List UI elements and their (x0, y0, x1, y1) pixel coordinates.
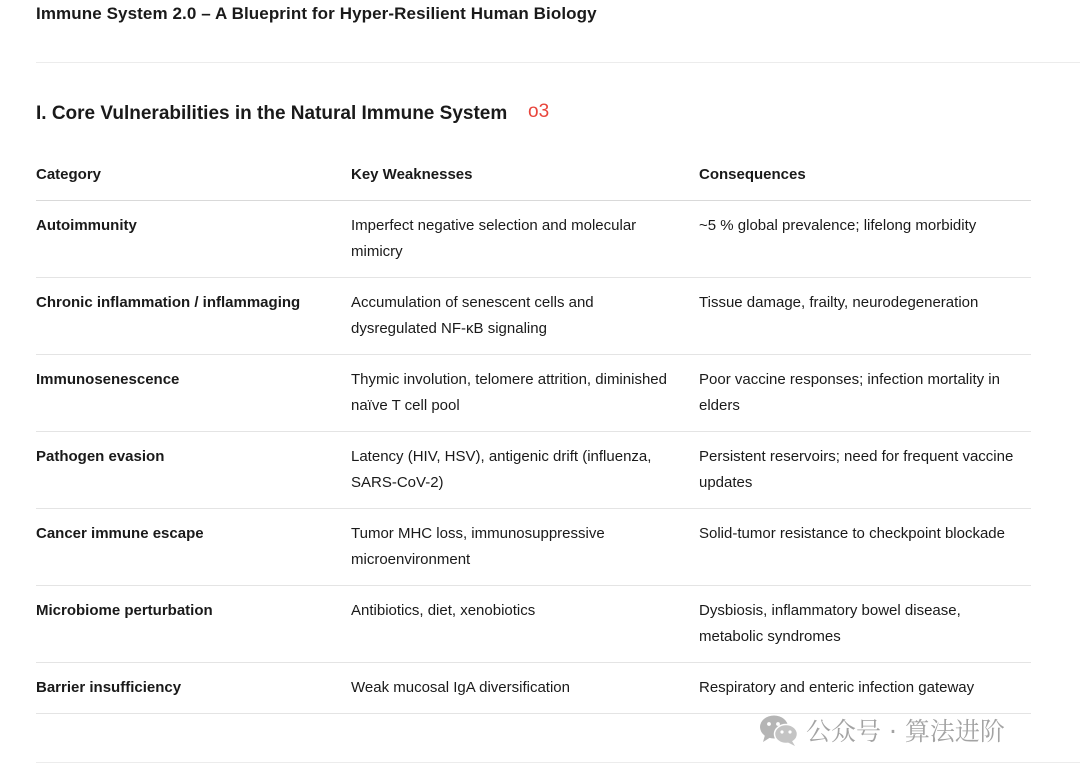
table-row (36, 586, 1031, 663)
vulnerabilities-table (36, 150, 1031, 714)
table-row (36, 663, 1031, 714)
category-cell: Autoimmunity (36, 201, 351, 278)
watermark (758, 712, 1005, 748)
weaknesses-cell: Thymic involution, telomere attrition, diminished naïve T cell pool (351, 355, 699, 432)
weaknesses-cell: Accumulation of senescent cells and dysregulated NF-κB signaling (351, 278, 699, 355)
weaknesses-cell: Weak mucosal IgA diversification (351, 663, 699, 714)
weaknesses-cell: Latency (HIV, HSV), antigenic drift (influenza, SARS-CoV-2) (351, 432, 699, 509)
category-cell: Barrier insufficiency (36, 663, 351, 714)
category-cell: Chronic inflammation / inflammaging (36, 278, 351, 355)
table-row (36, 509, 1031, 586)
column-header-consequences: Consequences (699, 150, 1031, 201)
consequences-cell: ~5 % global prevalence; lifelong morbidity (699, 201, 1031, 278)
column-header-key-weaknesses: Key Weaknesses (351, 150, 699, 201)
consequences-cell: Solid-tumor resistance to checkpoint blockade (699, 509, 1031, 586)
watermark-text: 公众号 · 算法进阶 (806, 717, 1005, 746)
consequences-cell: Tissue damage, frailty, neurodegeneration (699, 278, 1031, 355)
consequences-cell: Poor vaccine responses; infection mortality in elders (699, 355, 1031, 432)
table-row (36, 278, 1031, 355)
category-cell: Immunosenescence (36, 355, 351, 432)
document-title: Immune System 2.0 – A Blueprint for Hyper-Resilient Human Biology (36, 4, 597, 23)
bottom-divider (36, 762, 1080, 763)
consequences-cell: Persistent reservoirs; need for frequent vaccine updates (699, 432, 1031, 509)
table-row (36, 201, 1031, 278)
model-tag: o3 (528, 101, 550, 122)
category-cell: Cancer immune escape (36, 509, 351, 586)
table-row (36, 355, 1031, 432)
weaknesses-cell: Tumor MHC loss, immunosuppressive microenvironment (351, 509, 699, 586)
column-header-category: Category (36, 150, 351, 201)
weaknesses-cell: Imperfect negative selection and molecular mimicry (351, 201, 699, 278)
wechat-icon (758, 713, 800, 747)
title-divider (36, 62, 1080, 63)
consequences-cell: Respiratory and enteric infection gateway (699, 663, 1031, 714)
category-cell: Microbiome perturbation (36, 586, 351, 663)
weaknesses-cell: Antibiotics, diet, xenobiotics (351, 586, 699, 663)
table-row (36, 432, 1031, 509)
consequences-cell: Dysbiosis, inflammatory bowel disease, metabolic syndromes (699, 586, 1031, 663)
section-heading: I. Core Vulnerabilities in the Natural Immune System (36, 103, 508, 124)
table-header-row (36, 150, 1031, 201)
category-cell: Pathogen evasion (36, 432, 351, 509)
